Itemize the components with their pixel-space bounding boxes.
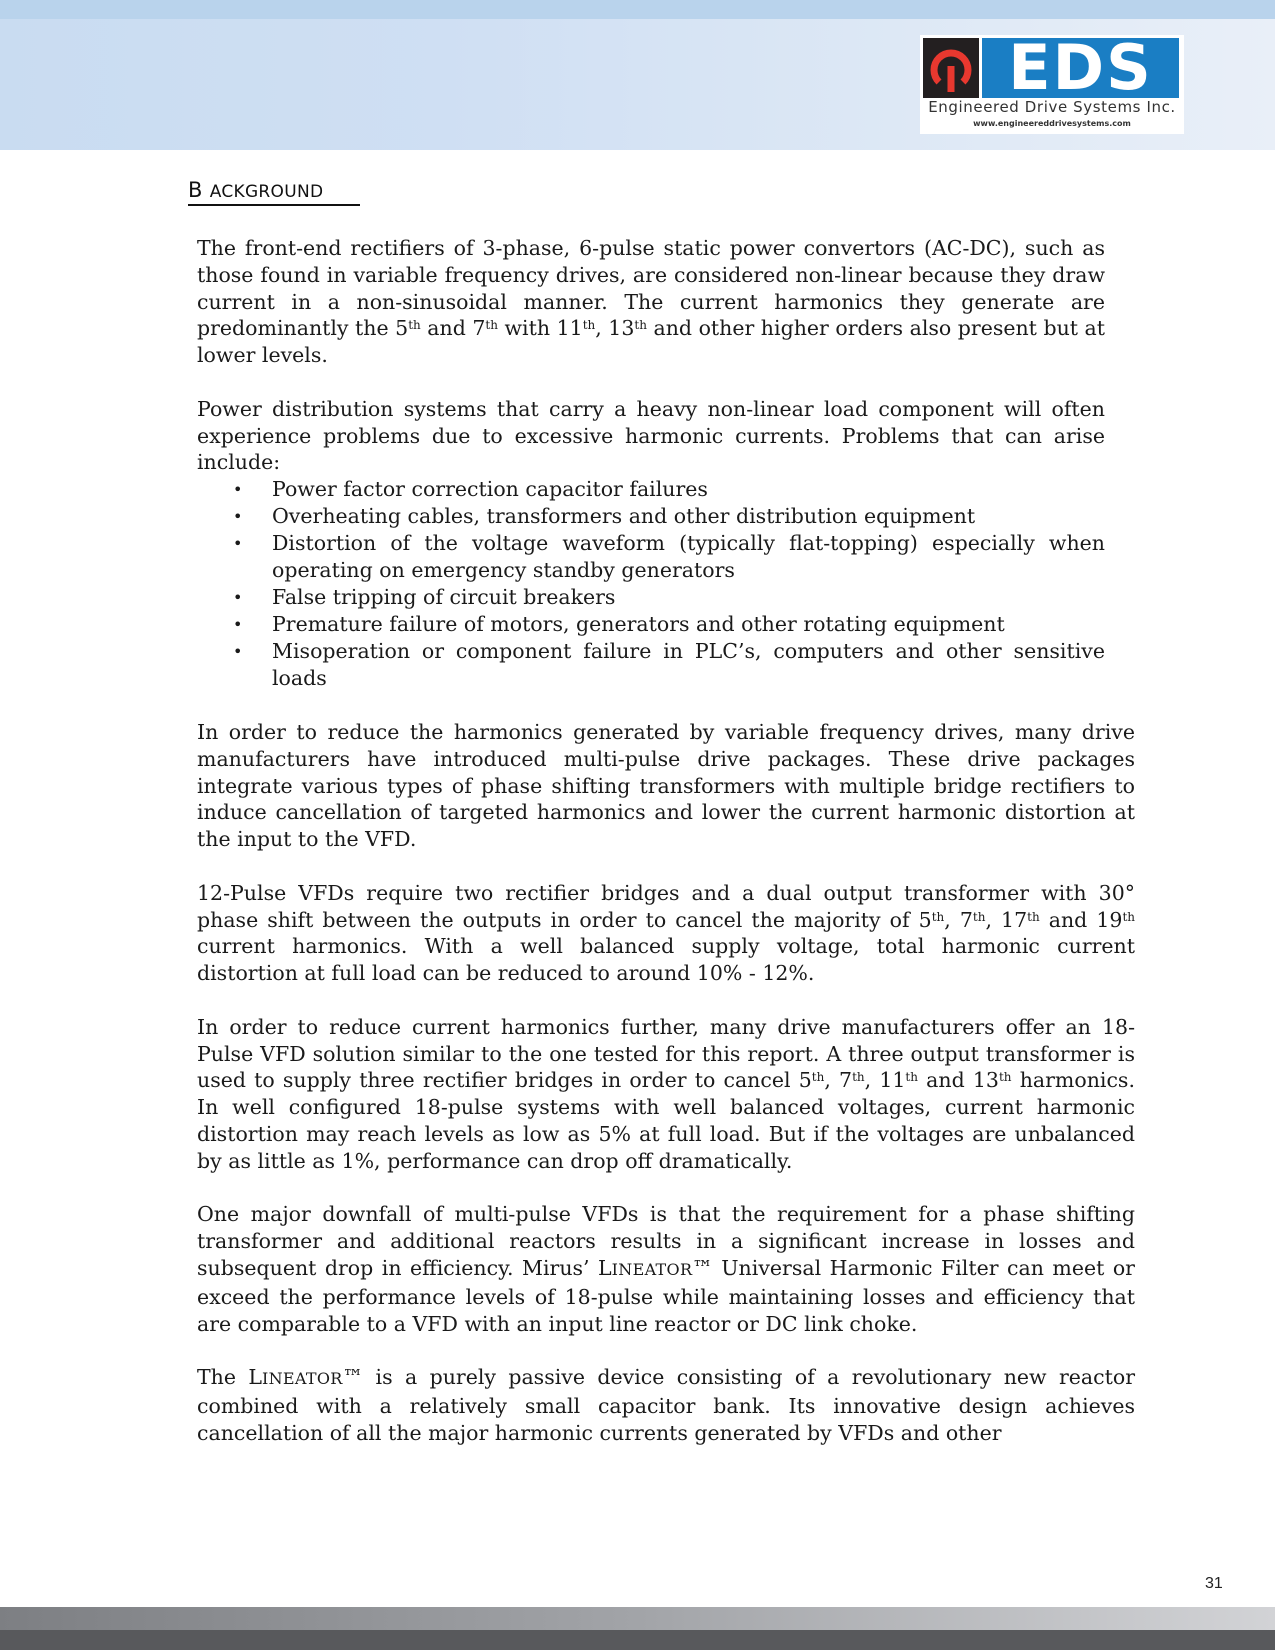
bullet-icon: • (233, 588, 243, 608)
logo-mark: EDS (1008, 31, 1153, 104)
paragraph-downfall (197, 1201, 1135, 1337)
section-heading (188, 178, 323, 202)
text-run: with 11 (497, 316, 583, 341)
text-run: , 11 (864, 1068, 906, 1093)
text-run: and 19 (1039, 907, 1123, 932)
superscript: th (408, 318, 421, 333)
list-item (197, 476, 1105, 503)
list-item (197, 611, 1105, 638)
list-item (197, 530, 1105, 584)
text-run: is a purely passive device consisting of a revolutionary new reactor combined with a relatively small capacitor bank. Its innovative design achieves cancellation of all the major harmonic currents generated by VFDs and other (197, 1365, 1135, 1445)
text-run: and 7 (420, 316, 486, 341)
heading-rest: ACKGROUND (209, 182, 324, 202)
paragraph-lineator (197, 1364, 1135, 1446)
superscript: th (811, 1070, 825, 1085)
list-item (197, 638, 1105, 692)
superscript: th (931, 909, 945, 924)
brand-initial: L (598, 1255, 612, 1280)
list-item-text: Distortion of the voltage waveform (typically flat-topping) especially when operating on emergency standby generators (272, 531, 1105, 583)
text-run: current harmonics. With a well balanced supply voltage, total harmonic current distortion at full load can be reduced to around 10% - 12%. (197, 934, 1135, 986)
superscript: th (972, 909, 986, 924)
text-run: In order to reduce current harmonics further, many drive manufacturers offer an 18-Pulse VFD solution similar to the one tested for this report. A three output transformer is used to supply three rectifier bridges in order to cancel 5 (197, 1014, 1135, 1093)
heading-initial: B (188, 178, 203, 202)
brand-smallcaps: INEATOR (262, 1369, 343, 1389)
brand-initial: L (248, 1365, 263, 1390)
list-item (197, 584, 1105, 611)
list-item-text: Misoperation or component failure in PLC’s, computers and other sensitive loads (272, 639, 1105, 691)
bullet-icon: • (233, 480, 243, 500)
superscript: th (1027, 909, 1040, 924)
logo-url: www.engineereddrivesystems.com (973, 119, 1131, 128)
list-item-text: False tripping of circuit breakers (272, 585, 616, 610)
footer-band-dark (0, 1630, 1275, 1650)
logo-eds-block (982, 31, 1179, 104)
paragraph-12-pulse (197, 880, 1135, 987)
superscript: th (485, 318, 498, 333)
list-item-text: Power factor correction capacitor failures (272, 477, 708, 502)
superscript: th (905, 1070, 918, 1085)
heading-underline (188, 204, 360, 206)
paragraph-18-pulse (197, 1014, 1135, 1175)
text-run: , 7 (824, 1068, 853, 1093)
text-run: 12-Pulse VFDs require two rectifier bridges and a dual output transformer with 30° phase shift between the outputs in order to cancel the majority of 5 (197, 880, 1135, 932)
text-run: The front-end rectifiers of 3-phase, 6-pulse static power convertors (AC-DC), such as those found in variable frequency drives, are considered non-linear because they draw current in a non-sinusoidal manner. The current harmonics they generate are predominantly the 5 (197, 236, 1105, 341)
bullet-icon: • (233, 507, 243, 527)
paragraph-multipulse: In order to reduce the harmonics generated by variable frequency drives, many drive manufacturers have introduced multi-pulse drive packages. These drive packages integrate various types of phase shifting transformers with multiple bridge rectifiers to induce cancellation of targeted harmonics and lower the current harmonic distortion at the input to the VFD. (197, 719, 1135, 852)
trademark-symbol: ™ (342, 1365, 364, 1390)
paragraph-intro (197, 235, 1105, 369)
bullet-icon: • (233, 642, 243, 662)
list-item-text: Overheating cables, transformers and other distribution equipment (272, 504, 976, 529)
bullet-icon: • (233, 534, 243, 554)
text-run: harmonics. In well configured 18-pulse systems with well balanced voltages, current harmonic distortion may reach levels as low as 5% at full load. But if the voltages are unbalanced by as little as 1%, performance can drop off dramatically. (197, 1068, 1135, 1173)
text-run: One major downfall of multi-pulse VFDs is that the requirement for a phase shifting transformer and additional reactors results in a significant increase in losses and subsequent drop in efficiency. Mirus’ (197, 1202, 1135, 1280)
logo-company-name: Engineered Drive Systems Inc. (928, 98, 1176, 116)
header-top-strip (0, 0, 1275, 19)
text-run: and 13 (917, 1068, 999, 1093)
superscript: th (998, 1070, 1012, 1085)
footer-band-light (0, 1607, 1275, 1630)
text-run: Universal Harmonic Filter can meet or exceed the performance levels of 18-pulse while maintaining losses and efficiency that are comparable to a VFD with an input line reactor or DC link choke. (197, 1255, 1135, 1336)
text-run: The (197, 1365, 249, 1390)
problems-list (197, 476, 1135, 692)
page-number: 31 (1205, 1575, 1223, 1592)
trademark-symbol: ™ (692, 1255, 713, 1280)
superscript: th (852, 1070, 865, 1085)
bullet-icon: • (233, 615, 243, 635)
text-run: , 7 (944, 907, 973, 932)
body-text (197, 235, 1135, 1473)
text-run: and other higher orders also present but at lower levels. (197, 316, 1106, 368)
list-item-text: Premature failure of motors, generators and other rotating equipment (272, 612, 1005, 637)
list-item (197, 503, 1105, 530)
superscript: th (634, 318, 647, 333)
superscript: th (582, 318, 596, 333)
paragraph-problems-lead: Power distribution systems that carry a heavy non-linear load component will often experience problems due to excessive harmonic currents. Problems that can arise include: (197, 396, 1105, 475)
eds-logo (920, 31, 1184, 134)
brand-smallcaps: INEATOR (611, 1259, 693, 1279)
superscript: th (1122, 909, 1136, 924)
power-symbol-icon (923, 38, 979, 98)
text-run: , 13 (595, 316, 635, 341)
text-run: , 17 (985, 907, 1028, 932)
